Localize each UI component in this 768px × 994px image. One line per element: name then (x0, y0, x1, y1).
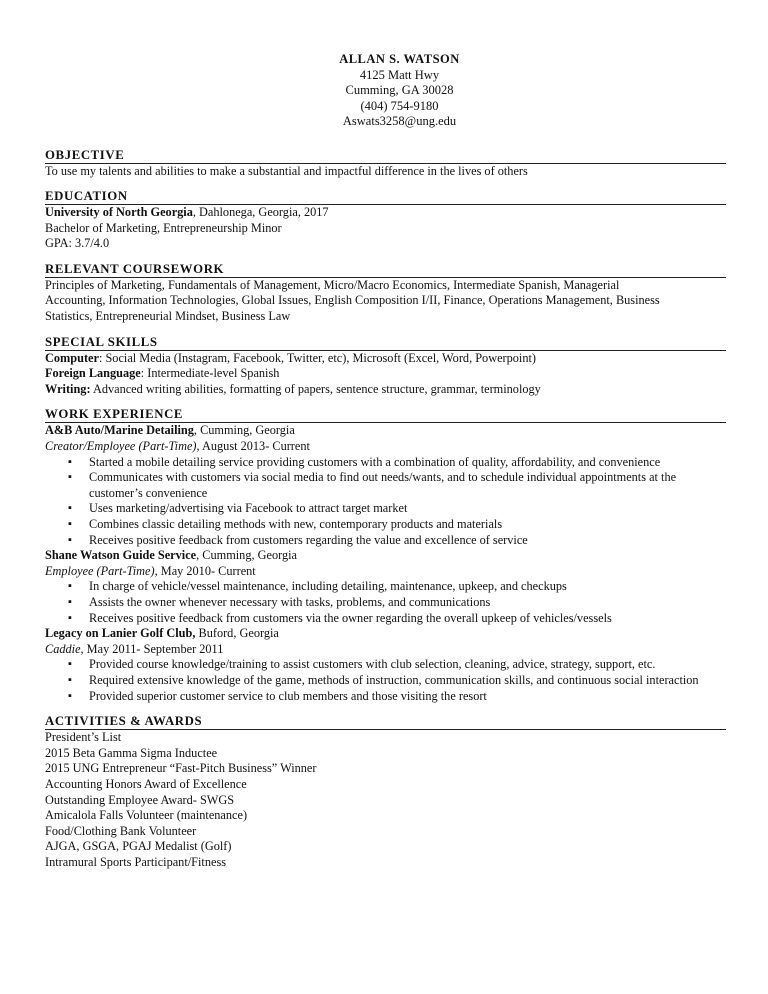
education-section (45, 189, 726, 252)
section-title: OBJECTIVE (45, 148, 726, 164)
list-item: Outstanding Employee Award- SWGS (45, 792, 235, 807)
city-state-zip: Cumming, GA 30028 (345, 83, 454, 97)
section-title: ACTIVITIES & AWARDS (45, 714, 726, 730)
list-item: ▪ In charge of vehicle/vessel maintenance, including detailing, maintenance, upkeep, and checkups (45, 579, 726, 595)
job-role-line (45, 642, 726, 658)
list-item: ▪ Assists the owner whenever necessary with tasks, problems, and communications (45, 595, 726, 611)
degree: Bachelor of Marketing, Entrepreneurship Minor (45, 220, 282, 235)
list-item: ▪ Communicates with customers via social media to find out needs/wants, and to schedule individual appointments at the customer’s convenience (45, 470, 726, 501)
section-title: SPECIAL SKILLS (45, 335, 726, 351)
school-name: University of North Georgia (45, 205, 193, 220)
list-item: ▪ Receives positive feedback from customers regarding the value and excellence of service (45, 533, 726, 549)
job-dates: , August 2013- Current (196, 439, 310, 454)
job-bullets (45, 455, 726, 549)
job-role: Employee (Part-Time) (45, 563, 155, 578)
list-item: ▪ Uses marketing/advertising via Facebook to attract target market (45, 501, 726, 517)
school-detail: , Dahlonega, Georgia, 2017 (192, 205, 329, 220)
job-bullets (45, 579, 726, 626)
skill-label: Writing: (45, 381, 91, 396)
email-address: Aswats3258@ung.edu (342, 114, 457, 128)
employer-location: , Cumming, Georgia (193, 423, 295, 438)
activities-section (45, 714, 726, 870)
section-title: WORK EXPERIENCE (45, 407, 726, 423)
list-item: 2015 Beta Gamma Sigma Inductee (45, 745, 218, 760)
employer-name: Shane Watson Guide Service (45, 548, 197, 563)
list-item: AJGA, GSGA, PGAJ Medalist (Golf) (45, 839, 232, 854)
objective-section (45, 148, 726, 180)
gpa: GPA: 3.7/4.0 (45, 236, 110, 251)
skill-text: Advanced writing abilities, formatting of papers, sentence structure, grammar, terminology (90, 381, 541, 396)
list-item: ▪ Provided course knowledge/training to assist customers with club selection, cleaning, advice, strategy, support, etc. (45, 657, 726, 673)
job-dates: , May 2010- Current (154, 563, 256, 578)
list-item: Accounting Honors Award of Excellence (45, 776, 247, 791)
section-title: RELEVANT COURSEWORK (45, 262, 726, 278)
list-item: President’s List (45, 730, 122, 745)
objective-text: To use my talents and abilities to make a substantial and impactful difference in the lives of others (45, 163, 528, 178)
employer-name: Legacy on Lanier Golf Club, (45, 626, 196, 641)
list-item: Food/Clothing Bank Volunteer (45, 823, 197, 838)
list-item: ▪ Receives positive feedback from customers via the owner regarding the overall upkeep of vehicles/vessels (45, 611, 726, 627)
list-item: Intramural Sports Participant/Fitness (45, 854, 227, 869)
street-address: 4125 Matt Hwy (359, 67, 440, 82)
job-role-line (45, 564, 726, 580)
skill-label: Foreign Language (45, 366, 141, 381)
job-dates: May 2011- September 2011 (83, 641, 224, 656)
skill-computer (45, 351, 726, 367)
work-section (45, 407, 726, 704)
skill-text: : Social Media (Instagram, Facebook, Twitter, etc), Microsoft (Excel, Word, Powerpoint) (98, 350, 537, 365)
skill-text: : Intermediate-level Spanish (140, 366, 280, 381)
skill-writing (45, 382, 726, 398)
employer-location: Buford, Georgia (195, 626, 279, 641)
coursework-section (45, 262, 726, 325)
list-item: ▪ Combines classic detailing methods with new, contemporary products and materials (45, 517, 726, 533)
list-item: ▪ Provided superior customer service to club members and those visiting the resort (45, 689, 726, 705)
section-title: EDUCATION (45, 189, 726, 205)
job-employer-line (45, 548, 726, 564)
coursework-line: Principles of Marketing, Fundamentals of Management, Micro/Macro Economics, Intermediate Spanish, Managerial (45, 277, 620, 292)
list-item: Amicalola Falls Volunteer (maintenance) (45, 808, 248, 823)
coursework-line: Statistics, Entrepreneurial Mindset, Business Law (45, 309, 291, 324)
contact-header (73, 52, 726, 130)
job-role: Caddie, (45, 641, 84, 656)
job-bullets (45, 657, 726, 704)
skill-language (45, 366, 726, 382)
list-item: ▪ Started a mobile detailing service providing customers with a combination of quality, affordability, and convenience (45, 455, 726, 471)
job-role-line (45, 439, 726, 455)
coursework-line: Accounting, Information Technologies, Global Issues, English Composition I/II, Finance, Operations Management, Business (45, 293, 660, 308)
skill-label: Computer (45, 350, 99, 365)
school-line (45, 205, 726, 221)
phone-number: (404) 754-9180 (360, 98, 439, 113)
list-item: 2015 UNG Entrepreneur “Fast-Pitch Business” Winner (45, 761, 317, 776)
job-employer-line (45, 626, 726, 642)
job-role: Creator/Employee (Part-Time) (45, 439, 197, 454)
employer-name: A&B Auto/Marine Detailing (45, 423, 194, 438)
job-employer-line (45, 423, 726, 439)
applicant-name: ALLAN S. WATSON (339, 52, 460, 66)
list-item: ▪ Required extensive knowledge of the game, methods of instruction, communication skills, and continuous social interaction (45, 673, 726, 689)
employer-location: , Cumming, Georgia (196, 548, 297, 563)
skills-section (45, 335, 726, 398)
